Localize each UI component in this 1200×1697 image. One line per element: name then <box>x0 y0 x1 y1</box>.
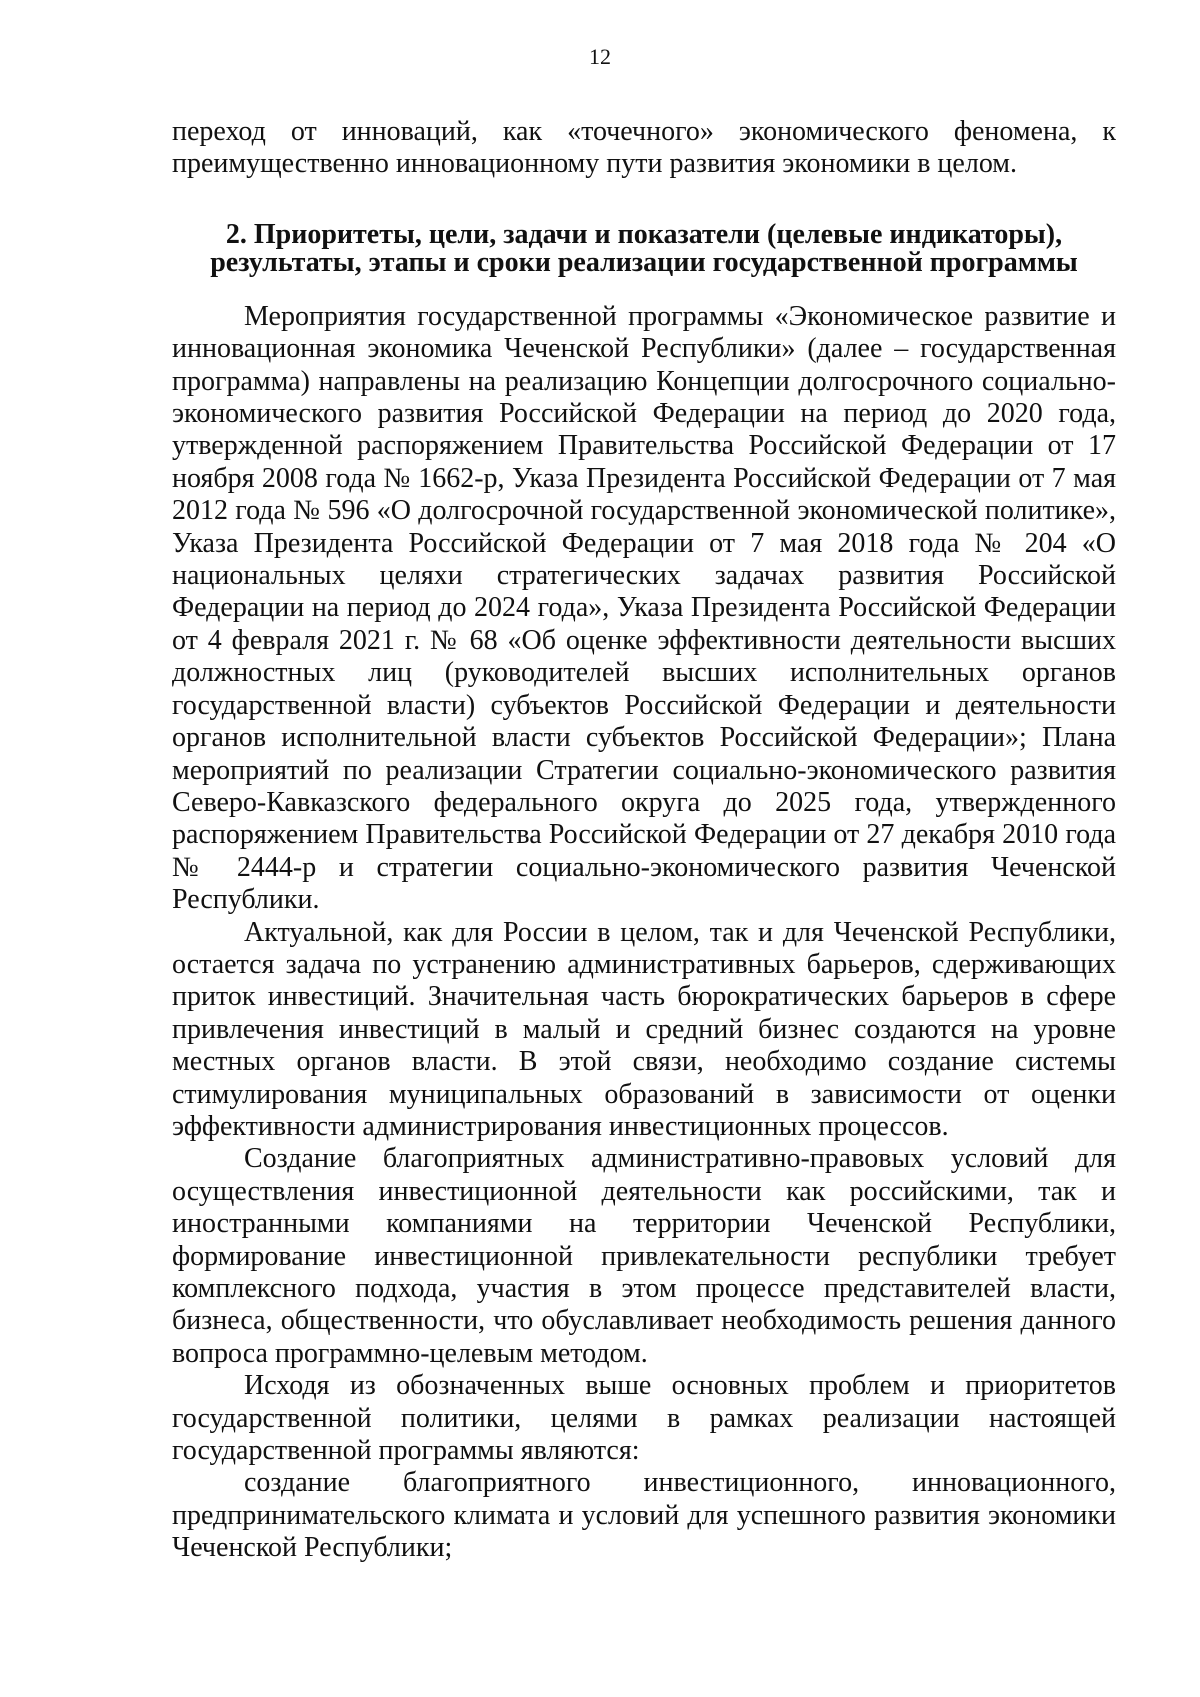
paragraph-administrative-barriers: Актуальной, как для России в целом, так и для Чеченской Республики, остается задача по устранению административных барьеров, сдерживающих приток инвестиций. Значительная часть бюрократических барьеров в сфере привлечения инвестиций в малый и средний бизнес создаются на уровне местных органов власти. В этой связи, необходимо создание системы стимулирования муниципальных образований в зависимости от оценки эффективности администрирования инвестиционных процессов. <box>172 916 1116 1142</box>
intro-paragraph: переход от инноваций, как «точечного» экономического феномена, к преимущественно инновационному пути развития экономики в целом. <box>172 116 1116 180</box>
paragraph-program-goals: Исходя из обозначенных выше основных проблем и приоритетов государственной политики, целями в рамках реализации настоящей государственной программы являются: <box>172 1370 1116 1467</box>
paragraph-investment-conditions: Создание благоприятных административно-правовых условий для осуществления инвестиционной деятельности как российскими, так и иностранными компаниями на территории Чеченской Республики, формирование инвестиционной привлекательности республики требует комплексного подхода, участия в этом процессе представителей власти, бизнеса, общественности, что обуславливает необходимость решения данного вопроса программно-целевым методом. <box>172 1143 1116 1369</box>
page-number: 12 <box>589 44 611 69</box>
paragraph-program-measures: Мероприятия государственной программы «Экономическое развитие и инновационная экономика Чеченской Республики» (далее – государственная программа) направлены на реализацию Концепции долгосрочного социально-экономического развития Российской Федерации на период до 2020 года, утвержденной распоряжением Правительства Российской Федерации от 17 ноября 2008 года № 1662-р, Указа Президента Российской Федерации от 7 мая 2012 года № 596 «О долгосрочной государственной экономической политике», Указа Президента Российской Федерации от 7 мая 2018 года № 204 «О национальных целяхи стратегических задачах развития Российской Федерации на период до 2024 года», Указа Президента Российской Федерации от 4 февраля 2021 г. № 68 «Об оценке эффективности деятельности высших должностных лиц (руководителей высших исполнительных органов государственной власти) субъектов Российской Федерации и деятельности органов исполнительной власти субъектов Российской Федерации»; Плана мероприятий по реализации Стратегии социально-экономического развития Северо-Кавказского федерального округа до 2025 года, утвержденного распоряжением Правительства Российской Федерации от 27 декабря 2010 года № 2444-р и стратегии социально-экономического развития Чеченской Республики. <box>172 300 1116 916</box>
section-heading-line-2: результаты, этапы и сроки реализации государственной программы <box>210 246 1078 278</box>
document-body <box>172 116 1116 1565</box>
paragraph-goal-item-1: создание благоприятного инвестиционного, инновационного, предпринимательского климата и условий для успешного развития экономики Чеченской Республики; <box>172 1467 1116 1564</box>
section-heading <box>172 218 1116 278</box>
section-heading-line-1: 2. Приоритеты, цели, задачи и показатели (целевые индикаторы), <box>225 218 1063 250</box>
